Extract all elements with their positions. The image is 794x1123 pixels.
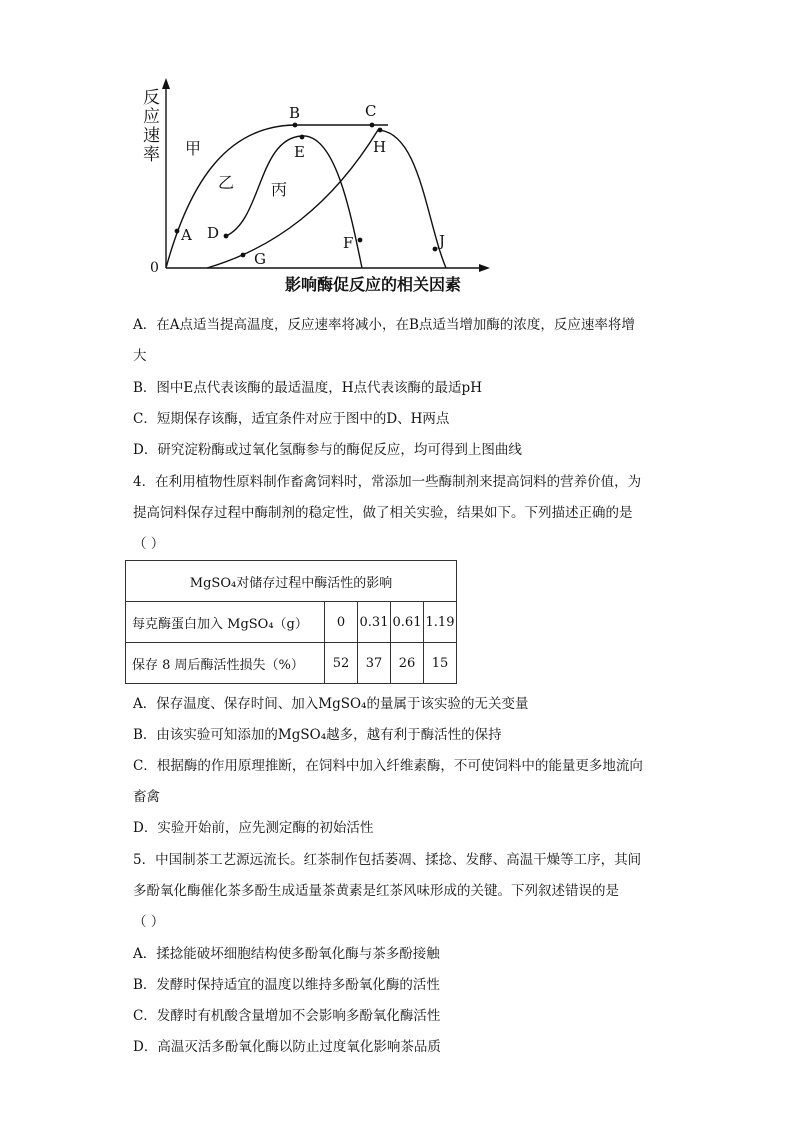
q3-option-c: C．短期保存该酶，适宜条件对应于图中的D、H两点 [133,411,450,427]
row-label: 每克酶蛋白加入 MgSO₄（g） [126,602,325,643]
q5-option-a: A．揉捻能破坏细胞结构使多酚氧化酶与茶多酚接触 [133,946,440,962]
q5-option-b: B．发酵时保持适宜的温度以维持多酚氧化酶的活性 [133,977,440,993]
q4-stem-line: 提高饲料保存过程中酶制剂的稳定性，做了相关实验，结果如下。下列描述正确的是 [133,505,633,521]
point-j-dot [433,247,438,252]
point-f-label: F [343,234,354,252]
table-cell: 52 [325,643,358,684]
point-e-label: E [294,143,305,161]
table-cell: 15 [424,643,457,684]
mgso4-table [125,560,457,684]
curve-bing-label: 丙 [271,180,288,199]
q3-option-d: D．研究淀粉酶或过氧化氢酶参与的酶促反应，均可得到上图曲线 [133,442,522,458]
point-d-label: D [207,224,220,242]
q5-option-c: C．发酵时有机酸含量增加不会影响多酚氧化酶活性 [133,1008,441,1024]
table-title: MgSO₄对储存过程中酶活性的影响 [126,561,457,602]
q4-option-c-cont: 畜禽 [133,789,160,805]
q5-option-d: D．高温灭活多酚氧化酶以防止过度氧化影响茶品质 [133,1039,441,1055]
q4-answer-bracket: （ ） [133,536,165,552]
point-b-label: B [289,104,301,122]
q4-option-b: B．由该实验可知添加的MgSO₄越多，越有利于酶活性的保持 [133,727,502,743]
x-axis-arrow [479,264,490,272]
point-d-dot [224,234,229,239]
table-row [126,643,457,684]
curve-jia-label: 甲 [185,139,202,158]
q3-option-b: B．图中E点代表该酶的最适温度，H点代表该酶的最适pH [133,380,482,396]
q4-option-c: C．根据酶的作用原理推断，在饲料中加入纤维素酶，不可使饲料中的能量更多地流向 [133,758,643,774]
curve-yi-label: 乙 [218,173,235,192]
point-c-dot [370,123,375,128]
row-label: 保存 8 周后酶活性损失（%） [126,643,325,684]
q4-option-d: D．实验开始前，应先测定酶的初始活性 [133,820,374,836]
point-b-dot [293,123,298,128]
table-cell: 1.19 [424,602,457,643]
point-a-dot [175,229,180,234]
point-h-dot [378,128,383,133]
y-axis-label-char: 反 [143,88,160,108]
q5-answer-bracket: （ ） [133,914,165,930]
point-h-label: H [373,138,387,156]
table-row [126,602,457,643]
point-g-label: G [254,250,266,268]
q3-option-a-cont: 大 [133,348,147,364]
point-e-dot [300,135,305,140]
point-j-label: J [439,232,446,250]
point-c-label: C [365,102,377,120]
y-axis-label-char: 率 [143,145,160,165]
table-cell: 37 [358,643,391,684]
point-g-dot [241,253,246,258]
q4-stem-line: 4．在利用植物性原料制作畜禽饲料时，常添加一些酶制剂来提高饲料的营养价值，为 [133,474,642,490]
table-cell: 0 [325,602,358,643]
enzyme-rate-figure [0,0,794,300]
q3-option-a: A．在A点适当提高温度，反应速率将减小，在B点适当增加酶的浓度，反应速率将增 [133,317,635,333]
table-cell: 0.61 [391,602,424,643]
y-axis-label-char: 速 [143,126,160,146]
origin-label: 0 [150,260,159,276]
q4-option-a: A．保存温度、保存时间、加入MgSO₄的量属于该实验的无关变量 [133,696,529,712]
y-axis-label-char: 应 [143,107,160,127]
q5-stem-line: 5．中国制茶工艺源远流长。红茶制作包括萎凋、揉捻、发酵、高温干燥等工序，其间 [133,852,642,868]
point-f-dot [358,238,363,243]
table-cell: 0.31 [358,602,391,643]
table-cell: 26 [391,643,424,684]
point-a-label: A [181,226,192,244]
y-axis-arrow [162,78,170,89]
q5-stem-line: 多酚氧化酶催化茶多酚生成适量茶黄素是红茶风味形成的关键。下列叙述错误的是 [133,883,619,899]
x-axis-label: 影响酶促反应的相关因素 [285,275,462,294]
